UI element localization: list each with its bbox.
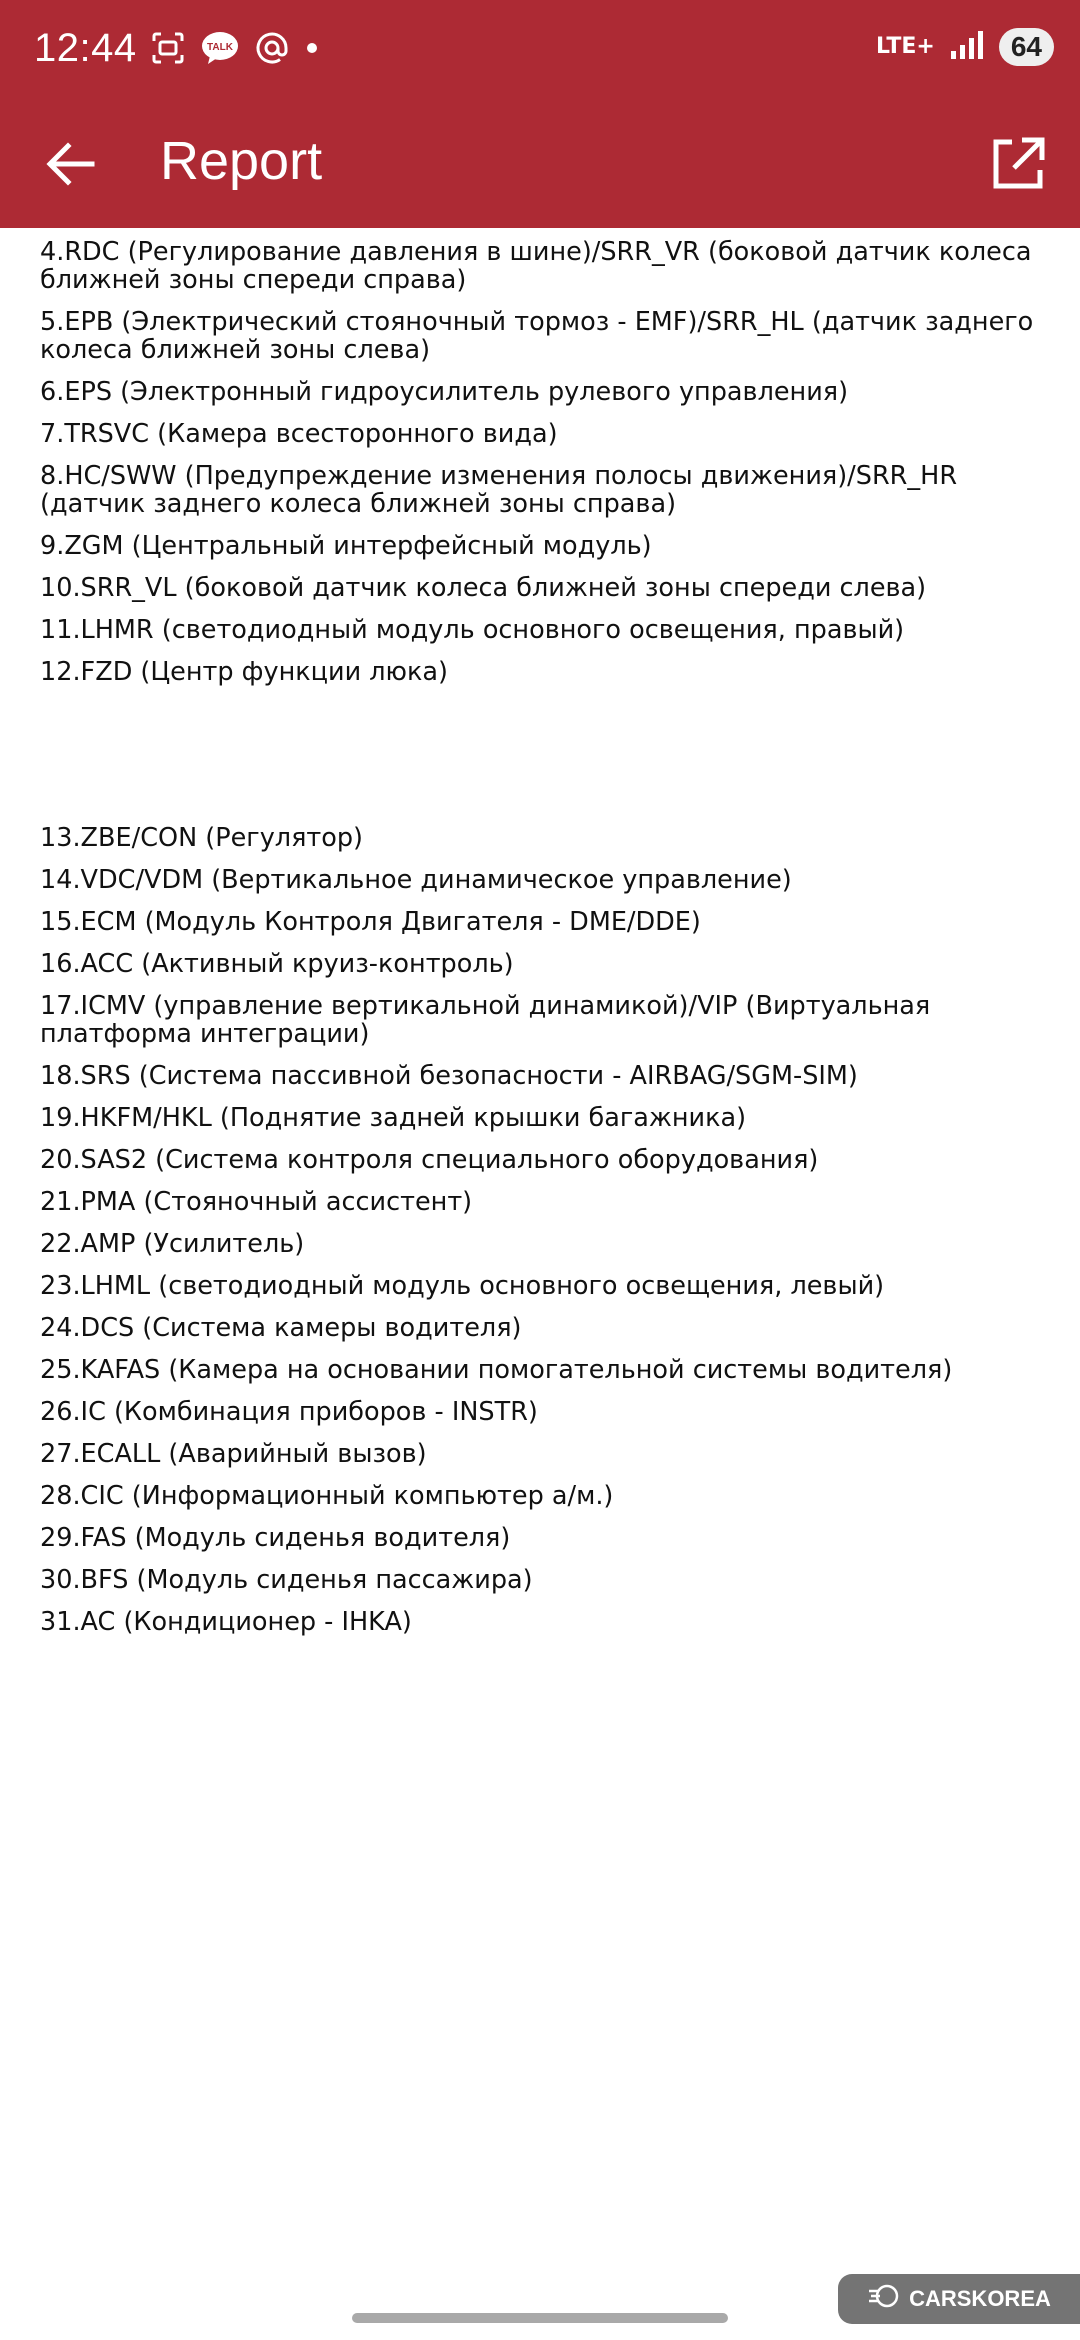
page-title: Report [160, 131, 323, 191]
list-item: 22.AMP (Усилитель) [40, 1229, 305, 1259]
report-list [40, 196, 1050, 1650]
list-item: 30.BFS (Модуль сиденья пассажира) [40, 1565, 533, 1595]
list-item: 5.EPB (Электрический стояночный тормоз - EMF)/SRR_HL (датчик заднего колеса ближней зоны слева) [40, 307, 1034, 365]
list-item: 24.DCS (Система камеры водителя) [40, 1313, 522, 1343]
list-item: 19.HKFM/HKL (Поднятие задней крышки багажника) [40, 1103, 747, 1133]
battery-level: 64 [999, 28, 1054, 66]
list-item: 26.IC (Комбинация приборов - INSTR) [40, 1397, 538, 1427]
kakaotalk-icon [200, 30, 240, 70]
notification-icons [150, 30, 320, 70]
watermark-text: CARSKOREA [909, 2286, 1051, 2311]
list-item: 15.ECM (Модуль Контроля Двигателя - DME/DDE) [40, 907, 701, 937]
list-item: 17.ICMV (управление вертикальной динамикой)/VIP (Виртуальная платформа интеграции) [40, 991, 931, 1049]
watermark [838, 2274, 1080, 2324]
list-item: 8.HC/SWW (Предупреждение изменения полосы движения)/SRR_HR (датчик заднего колеса ближней зоны справа) [40, 461, 958, 519]
list-item: 14.VDC/VDM (Вертикальное динамическое управление) [40, 865, 792, 895]
list-item: 21.PMA (Стояночный ассистент) [40, 1187, 473, 1217]
home-indicator[interactable] [352, 2313, 728, 2323]
status-time: 12:44 [34, 26, 137, 70]
back-button[interactable] [36, 128, 108, 200]
list-item: 31.AC (Кондиционер - IHKA) [40, 1607, 412, 1637]
list-item: 25.KAFAS (Камера на основании помогательной системы водителя) [40, 1355, 953, 1385]
list-item: 4.RDC (Регулирование давления в шине)/SRR_VR (боковой датчик колеса ближней зоны спереди справа) [40, 237, 1032, 295]
open-external-icon [982, 128, 1054, 200]
list-item: 28.CIC (Информационный компьютер а/м.) [40, 1481, 614, 1511]
open-external-button[interactable] [982, 128, 1054, 200]
list-item: 16.ACC (Активный круиз-контроль) [40, 949, 514, 979]
list-item: 11.LHMR (светодиодный модуль основного освещения, правый) [40, 615, 905, 645]
system-status [876, 28, 1054, 66]
list-item: 7.TRSVC (Камера всесторонного вида) [40, 419, 558, 449]
screenshot-icon [150, 30, 186, 70]
talk-label: TALK [207, 42, 233, 53]
list-item: 6.EPS (Электронный гидроусилитель рулевого управления) [40, 377, 849, 407]
carskorea-logo-icon [867, 2283, 901, 2315]
list-item: 10.SRR_VL (боковой датчик колеса ближней зоны спереди слева) [40, 573, 927, 603]
list-item: 9.ZGM (Центральный интерфейсный модуль) [40, 531, 652, 561]
dot-icon [304, 30, 320, 70]
list-item: 20.SAS2 (Система контроля специального оборудования) [40, 1145, 819, 1175]
list-item: 12.FZD (Центр функции люка) [40, 657, 448, 687]
list-item: 13.ZBE/CON (Регулятор) [40, 823, 364, 853]
network-type: LTE+ [875, 34, 935, 59]
list-item: 23.LHML (светодиодный модуль основного освещения, левый) [40, 1271, 885, 1301]
arrow-left-icon [36, 128, 108, 200]
list-item: 18.SRS (Система пассивной безопасности - AIRBAG/SGM-SIM) [40, 1061, 858, 1091]
at-icon [254, 30, 290, 70]
list-item: 27.ECALL (Аварийный вызов) [40, 1439, 427, 1469]
app-bar [0, 0, 1080, 228]
list-item: 29.FAS (Модуль сиденья водителя) [40, 1523, 511, 1553]
signal-icon [949, 29, 985, 65]
